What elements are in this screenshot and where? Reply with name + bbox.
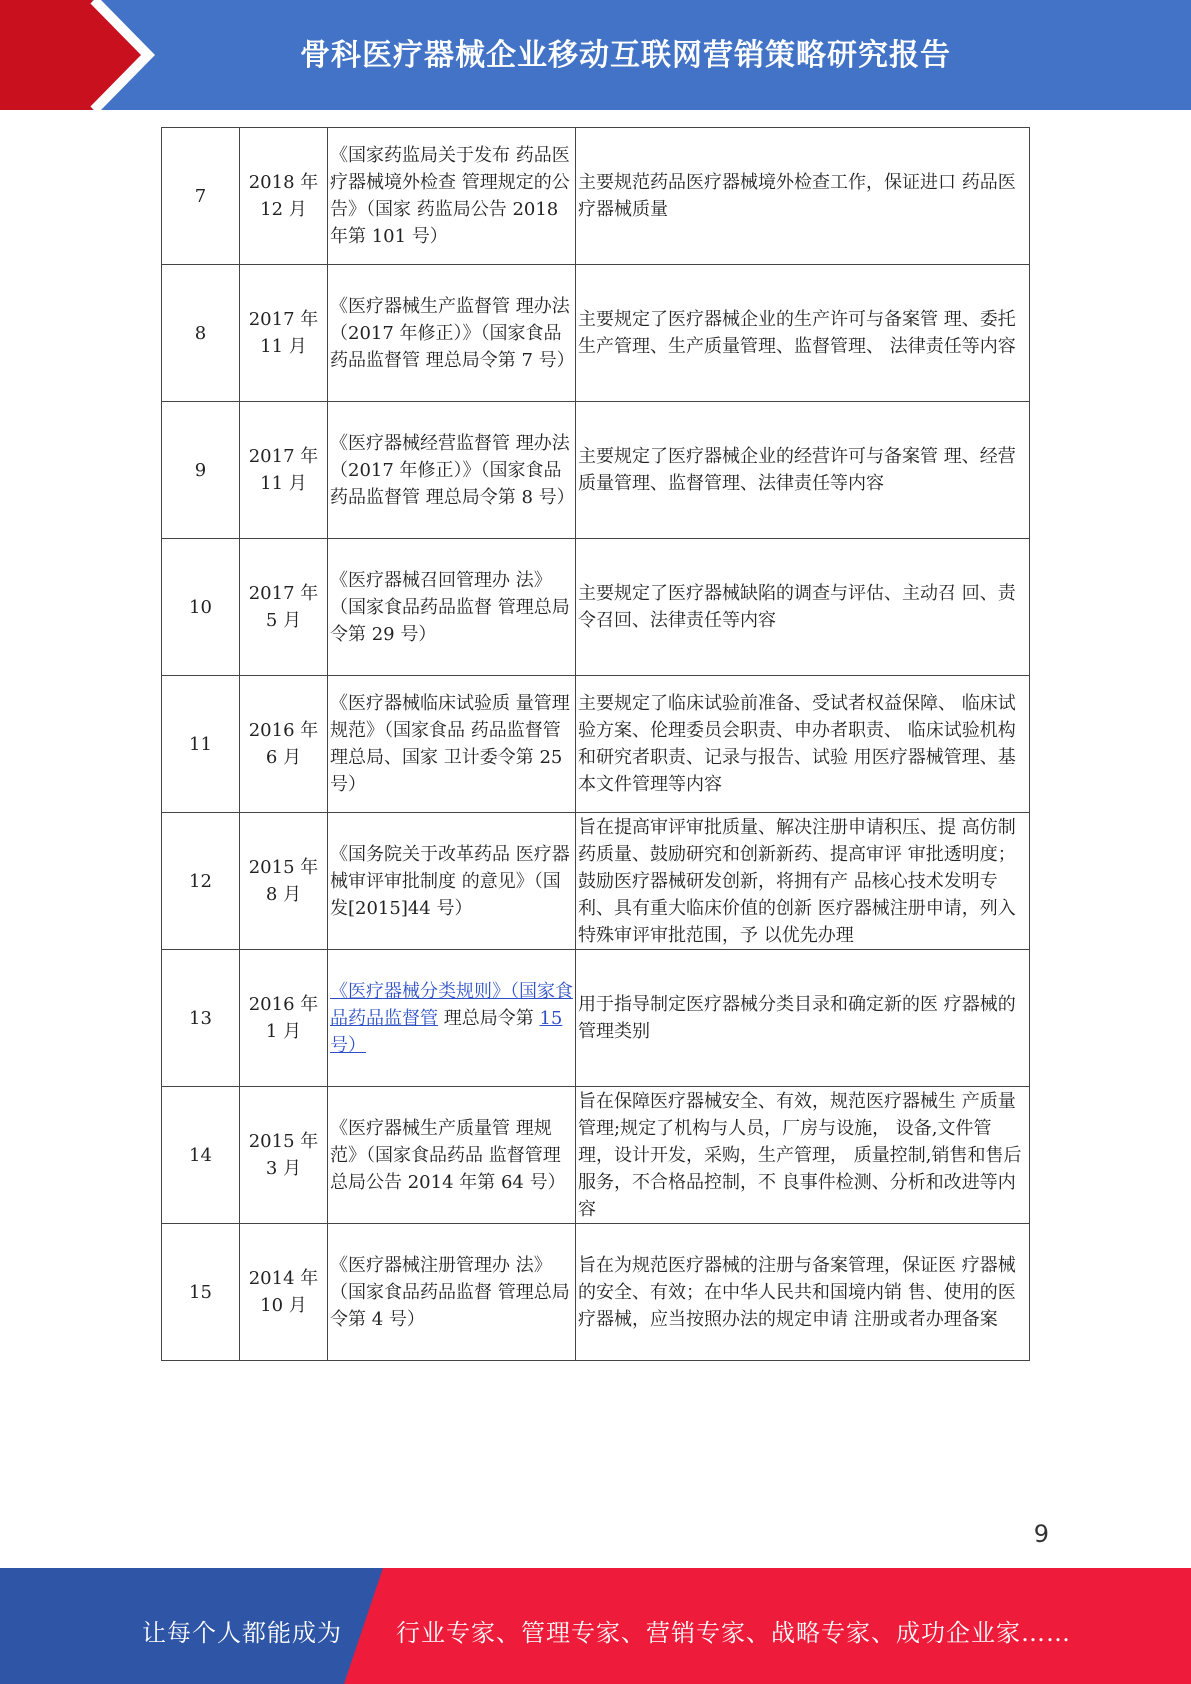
table-row [162, 539, 1030, 676]
row-date: 2016 年 1 月 [240, 950, 328, 1087]
row-regulation-title: 《医疗器械经营监督管 理办法（2017 年修正）》（国家食品药品监督管 理总局令第 8 号） [328, 402, 576, 539]
row-description: 旨在为规范医疗器械的注册与备案管理，保证医 疗器械的安全、有效；在中华人民共和国境内销 售、使用的医疗器械，应当按照办法的规定申请 注册或者办理备案 [576, 1224, 1030, 1361]
row-number: 8 [162, 265, 240, 402]
row-number: 10 [162, 539, 240, 676]
page-header [0, 0, 1191, 110]
row-description: 主要规定了医疗器械企业的生产许可与备案管 理、委托生产管理、生产质量管理、监督管理、 法律责任等内容 [576, 265, 1030, 402]
row-description: 用于指导制定医疗器械分类目录和确定新的医 疗器械的管理类别 [576, 950, 1030, 1087]
regulations-table [161, 127, 1030, 1361]
row-description: 旨在保障医疗器械安全、有效，规范医疗器械生 产质量管理;规定了机构与人员，厂房与设施， 设备,文件管理，设计开发，采购，生产管理， 质量控制,销售和售后服务，不合格品控制，不 良事件检测、分析和改进等内容 [576, 1087, 1030, 1224]
row-number: 15 [162, 1224, 240, 1361]
row-date: 2018 年 12 月 [240, 128, 328, 265]
page-number: 9 [1033, 1520, 1049, 1548]
table-row [162, 1087, 1030, 1224]
row-description: 主要规范药品医疗器械境外检查工作，保证进口 药品医疗器械质量 [576, 128, 1030, 265]
page-footer [0, 1568, 1191, 1684]
footer-slogan-right: 行业专家、管理专家、营销专家、战略专家、成功企业家…… [396, 1619, 1071, 1647]
row-date: 2016 年 6 月 [240, 676, 328, 813]
row-description: 旨在提高审评审批质量、解决注册申请积压、提 高仿制药质量、鼓励研究和创新新药、提高审评 审批透明度；鼓励医疗器械研发创新，将拥有产 品核心技术发明专利、具有重大临床价值的创新 医疗器械注册申请，列入特殊审评审批范围，予 以优先办理 [576, 813, 1030, 950]
row-date: 2017 年 11 月 [240, 402, 328, 539]
row-number: 11 [162, 676, 240, 813]
report-title: 骨科医疗器械企业移动互联网营销策略研究报告 [300, 38, 951, 73]
row-regulation-title [328, 950, 576, 1087]
row-date: 2015 年 3 月 [240, 1087, 328, 1224]
row-date: 2017 年 11 月 [240, 265, 328, 402]
row-number: 7 [162, 128, 240, 265]
row-date: 2017 年 5 月 [240, 539, 328, 676]
row-regulation-title: 《医疗器械生产监督管 理办法（2017 年修正）》（国家食品药品监督管 理总局令第 7 号） [328, 265, 576, 402]
row-regulation-title: 《医疗器械召回管理办 法》（国家食品药品监督 管理总局令第 29 号） [328, 539, 576, 676]
table-row [162, 676, 1030, 813]
regulation-link-number[interactable]: 15 号） [330, 1007, 563, 1056]
footer-slogan-left: 让每个人都能成为 [142, 1619, 342, 1647]
row-number: 14 [162, 1087, 240, 1224]
row-number: 12 [162, 813, 240, 950]
header-arrow-decoration [0, 0, 170, 110]
row-regulation-title: 《医疗器械临床试验质 量管理规范》（国家食品 药品监督管理总局、国家 卫计委令第 25 号） [328, 676, 576, 813]
regulation-link[interactable]: 《医疗器械分类规则》（国家食品药品监督管 [330, 980, 573, 1029]
row-date: 2014 年 10 月 [240, 1224, 328, 1361]
row-number: 9 [162, 402, 240, 539]
row-regulation-title: 《国家药监局关于发布 药品医疗器械境外检查 管理规定的公告》（国家 药监局公告 2018 年第 101 号） [328, 128, 576, 265]
regulation-title-text: 理总局令第 [438, 1007, 540, 1029]
row-regulation-title: 《医疗器械注册管理办 法》（国家食品药品监督 管理总局令第 4 号） [328, 1224, 576, 1361]
row-regulation-title: 《医疗器械生产质量管 理规范》（国家食品药品 监督管理总局公告 2014 年第 64 号） [328, 1087, 576, 1224]
table-row [162, 813, 1030, 950]
table-row [162, 950, 1030, 1087]
row-regulation-title: 《国务院关于改革药品 医疗器械审评审批制度 的意见》（国发[2015]44 号） [328, 813, 576, 950]
table-row [162, 402, 1030, 539]
row-number: 13 [162, 950, 240, 1087]
row-description: 主要规定了医疗器械缺陷的调查与评估、主动召 回、责令召回、法律责任等内容 [576, 539, 1030, 676]
row-description: 主要规定了临床试验前准备、受试者权益保障、 临床试验方案、伦理委员会职责、申办者职责、 临床试验机构和研究者职责、记录与报告、试验 用医疗器械管理、基本文件管理等内容 [576, 676, 1030, 813]
table-row [162, 265, 1030, 402]
table-row [162, 128, 1030, 265]
row-description: 主要规定了医疗器械企业的经营许可与备案管 理、经营质量管理、监督管理、法律责任等内容 [576, 402, 1030, 539]
table-row [162, 1224, 1030, 1361]
row-date: 2015 年 8 月 [240, 813, 328, 950]
